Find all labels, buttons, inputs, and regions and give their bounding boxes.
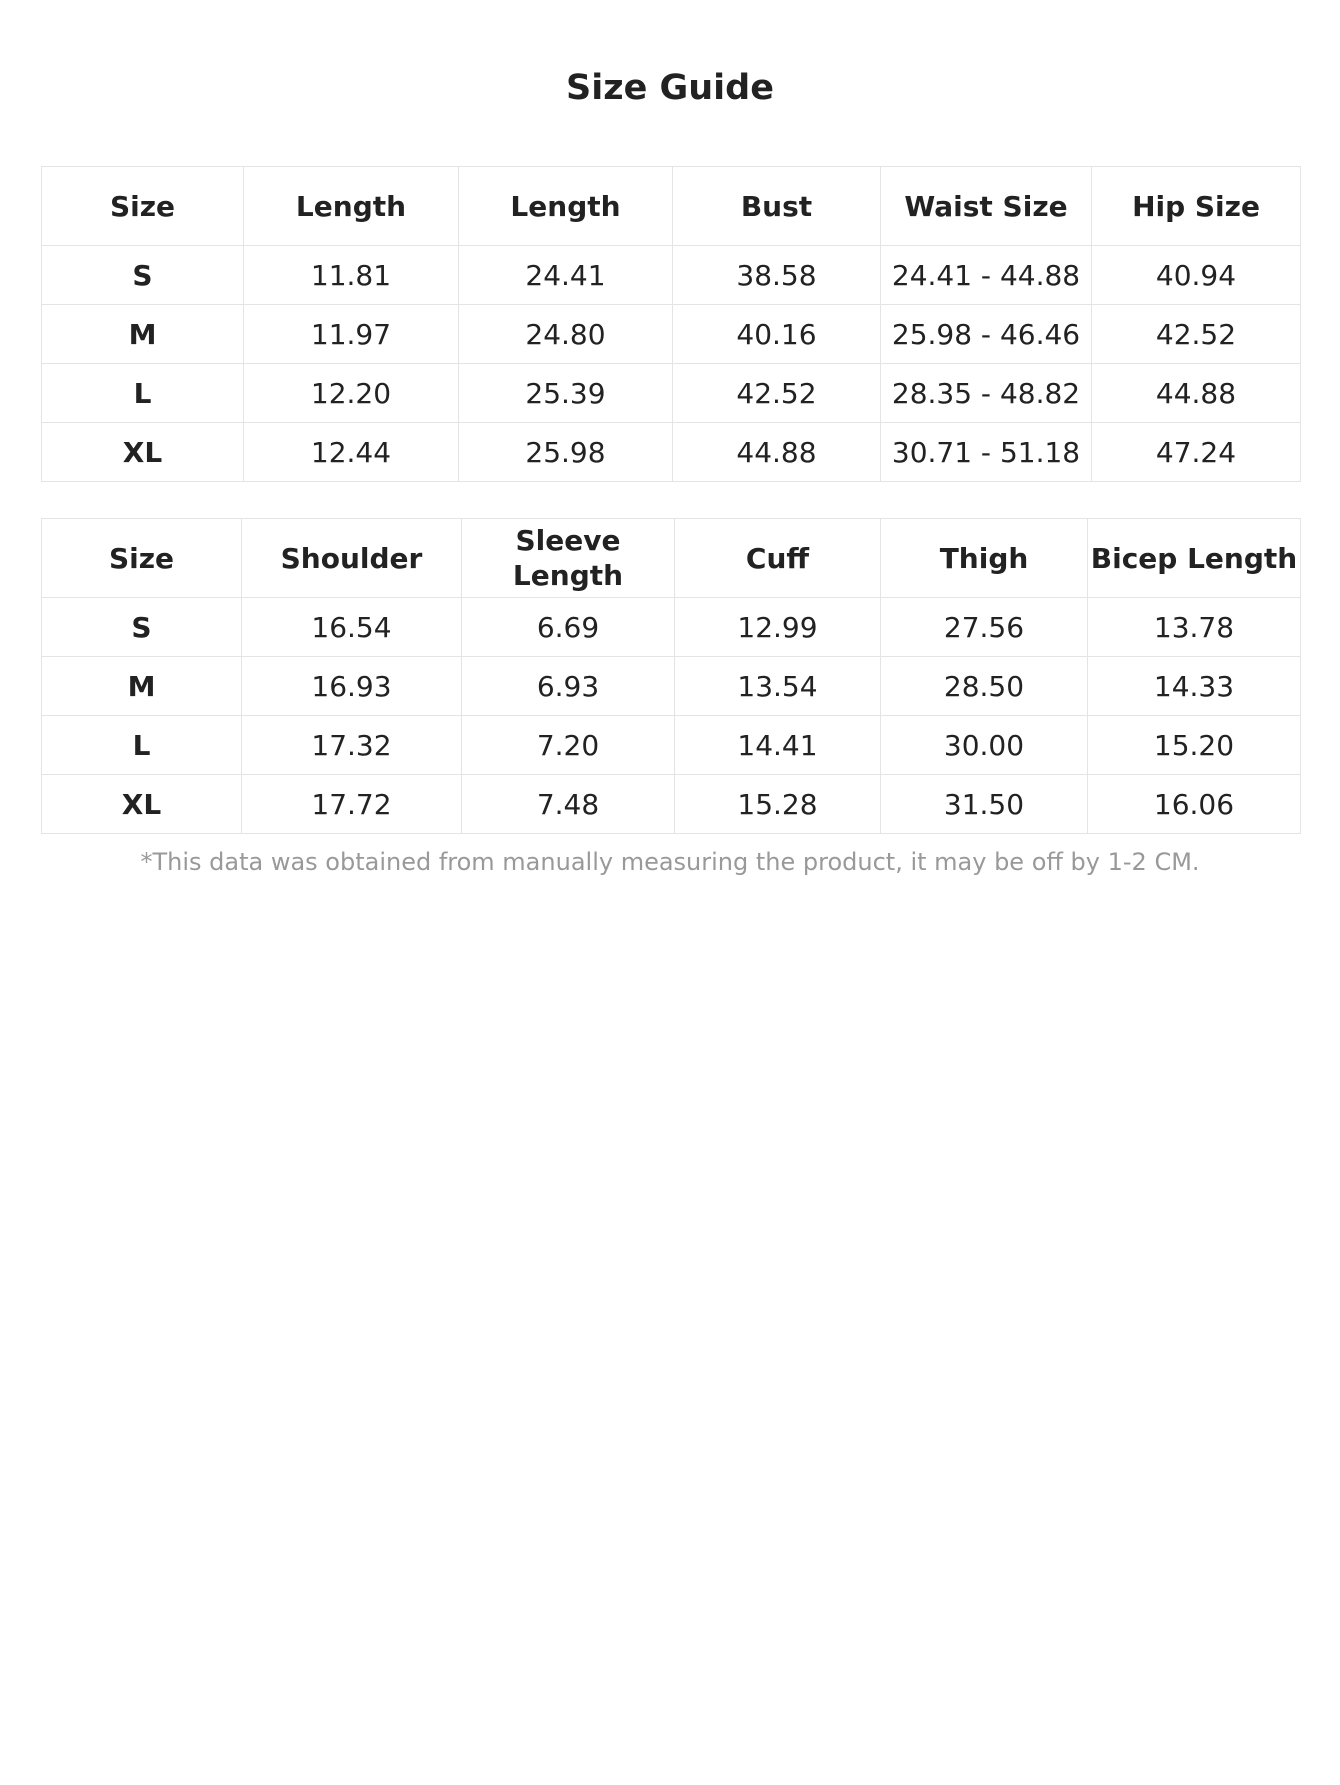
cell-size: L: [42, 364, 244, 423]
cell-length: 11.97: [244, 305, 459, 364]
header-length-2: Length: [459, 167, 673, 246]
table-header-row: [42, 519, 1301, 598]
cell-sleeve-length: 7.48: [462, 775, 675, 834]
cell-waist-size: 30.71 - 51.18: [881, 423, 1092, 482]
cell-length-2: 25.39: [459, 364, 673, 423]
table-header-row: [42, 167, 1301, 246]
table-row: [42, 657, 1301, 716]
cell-length: 12.20: [244, 364, 459, 423]
cell-shoulder: 16.93: [242, 657, 462, 716]
cell-sleeve-length: 6.93: [462, 657, 675, 716]
cell-size: S: [42, 598, 242, 657]
cell-cuff: 13.54: [675, 657, 881, 716]
header-hip-size: Hip Size: [1092, 167, 1301, 246]
cell-bust: 42.52: [673, 364, 881, 423]
cell-size: M: [42, 657, 242, 716]
cell-bicep-length: 16.06: [1088, 775, 1301, 834]
header-bust: Bust: [673, 167, 881, 246]
cell-hip-size: 44.88: [1092, 364, 1301, 423]
cell-waist-size: 24.41 - 44.88: [881, 246, 1092, 305]
header-thigh: Thigh: [881, 519, 1088, 598]
size-table-arms-legs: [41, 518, 1301, 834]
cell-length-2: 25.98: [459, 423, 673, 482]
table-row: [42, 364, 1301, 423]
cell-bust: 44.88: [673, 423, 881, 482]
cell-hip-size: 47.24: [1092, 423, 1301, 482]
table-row: [42, 716, 1301, 775]
cell-length-2: 24.41: [459, 246, 673, 305]
cell-cuff: 15.28: [675, 775, 881, 834]
size-table-measurements: [41, 166, 1301, 482]
cell-sleeve-length: 6.69: [462, 598, 675, 657]
cell-bust: 40.16: [673, 305, 881, 364]
cell-size: L: [42, 716, 242, 775]
header-size: Size: [42, 167, 244, 246]
cell-size: XL: [42, 775, 242, 834]
header-shoulder: Shoulder: [242, 519, 462, 598]
cell-thigh: 28.50: [881, 657, 1088, 716]
table-row: [42, 246, 1301, 305]
measurement-disclaimer: *This data was obtained from manually measuring the product, it may be off by 1-2 CM.: [140, 848, 1200, 876]
cell-length: 11.81: [244, 246, 459, 305]
header-sleeve-length: Sleeve Length: [462, 519, 675, 598]
cell-length-2: 24.80: [459, 305, 673, 364]
cell-thigh: 31.50: [881, 775, 1088, 834]
cell-size: S: [42, 246, 244, 305]
cell-shoulder: 17.72: [242, 775, 462, 834]
cell-hip-size: 42.52: [1092, 305, 1301, 364]
cell-size: XL: [42, 423, 244, 482]
cell-waist-size: 25.98 - 46.46: [881, 305, 1092, 364]
header-cuff: Cuff: [675, 519, 881, 598]
cell-sleeve-length: 7.20: [462, 716, 675, 775]
table-row: [42, 598, 1301, 657]
cell-thigh: 27.56: [881, 598, 1088, 657]
table-row: [42, 775, 1301, 834]
cell-size: M: [42, 305, 244, 364]
page-title: Size Guide: [566, 68, 774, 108]
header-length: Length: [244, 167, 459, 246]
cell-bust: 38.58: [673, 246, 881, 305]
cell-shoulder: 17.32: [242, 716, 462, 775]
cell-shoulder: 16.54: [242, 598, 462, 657]
cell-hip-size: 40.94: [1092, 246, 1301, 305]
table-row: [42, 423, 1301, 482]
cell-length: 12.44: [244, 423, 459, 482]
cell-bicep-length: 15.20: [1088, 716, 1301, 775]
header-bicep-length: Bicep Length: [1088, 519, 1301, 598]
header-size: Size: [42, 519, 242, 598]
cell-cuff: 12.99: [675, 598, 881, 657]
cell-waist-size: 28.35 - 48.82: [881, 364, 1092, 423]
cell-cuff: 14.41: [675, 716, 881, 775]
header-waist-size: Waist Size: [881, 167, 1092, 246]
cell-bicep-length: 14.33: [1088, 657, 1301, 716]
cell-bicep-length: 13.78: [1088, 598, 1301, 657]
cell-thigh: 30.00: [881, 716, 1088, 775]
table-row: [42, 305, 1301, 364]
